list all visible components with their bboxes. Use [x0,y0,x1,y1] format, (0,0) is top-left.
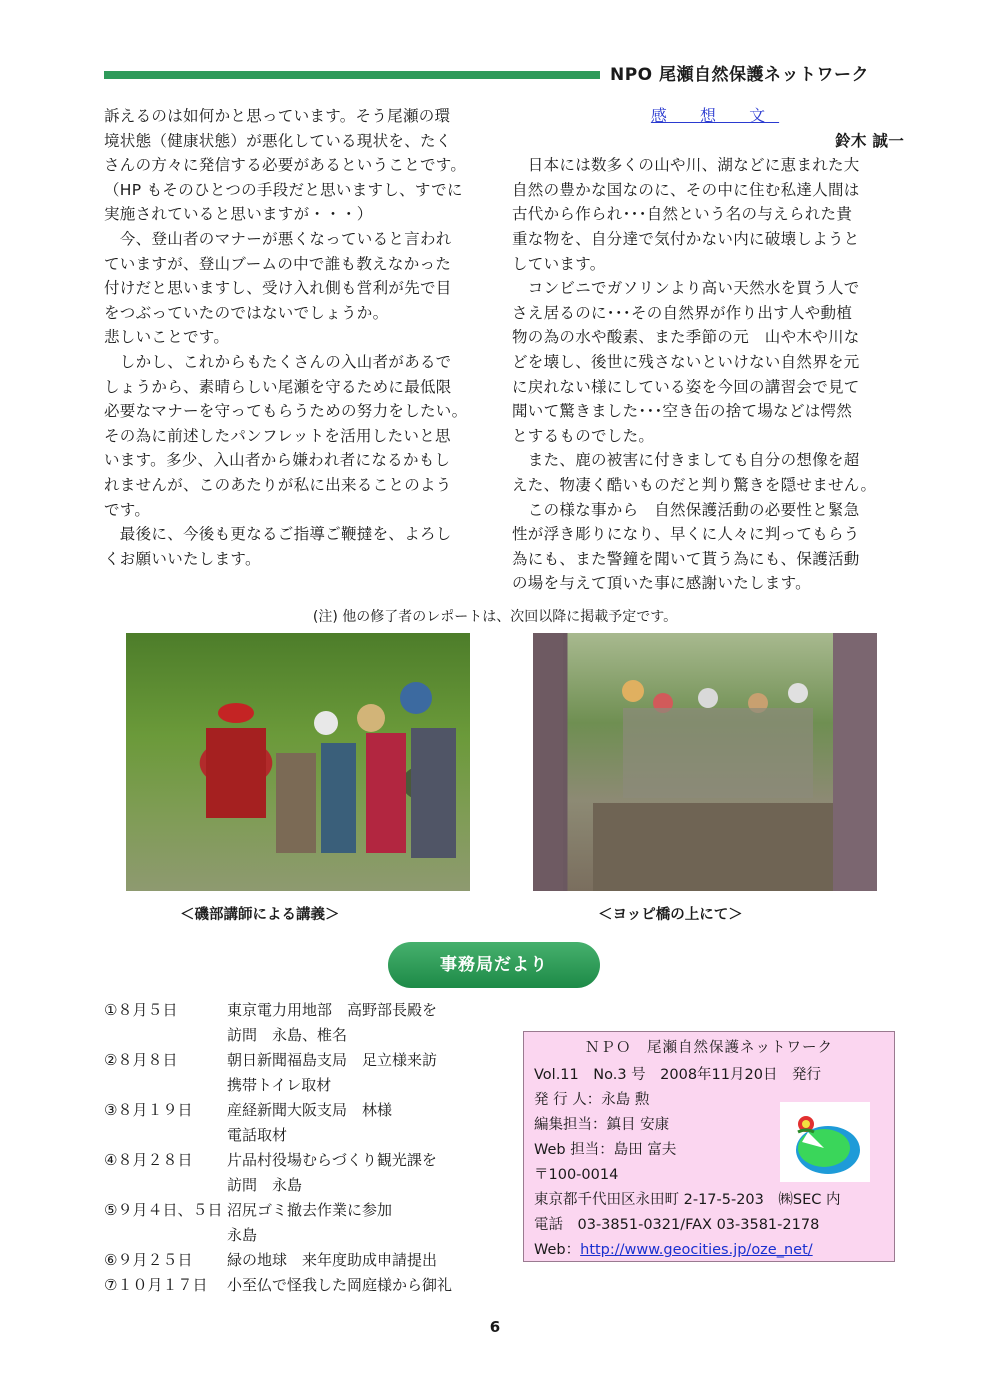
essay-author: 鈴木 誠一 [835,131,904,150]
office-news-text: 産経新聞大阪支局 林様 [227,1101,393,1119]
report-line: です。 [104,500,151,519]
office-news-item [104,1123,504,1148]
info-volume: Vol.11 No.3 号 2008年11月20日 発行 [534,1067,821,1083]
office-news-item [104,1098,504,1123]
essay-line: 日本には数多くの山や川、湖などに恵まれた大 [512,156,860,175]
info-title: ＮＰＯ 尾瀬自然保護ネットワーク [585,1040,833,1056]
report-line: くお願いいたします。 [104,549,261,568]
info-editor: 編集担当：鎮目 安康 [534,1117,670,1133]
newsletter-title: NPO 尾瀬自然保護ネットワーク [610,65,870,85]
report-line: 訴えるのは如何かと思っています。そう尾瀬の環 [104,107,451,125]
office-news-date: ⑤９月４日、５日 [104,1201,223,1219]
essay-line: えた、物凄く酷いものだと判り驚きを隠せません。 [512,475,877,494]
office-news-text: 東京電力用地部 高野部長殿を [227,1001,438,1019]
essay-line: この様な事から 自然保護活動の必要性と緊急 [512,500,860,519]
office-news-text: 沼尻ゴミ撤去作業に参加 [227,1201,393,1219]
lecture-photo-caption: ＜磯部講師による講義＞ [180,907,340,923]
page-number: 6 [489,1318,501,1336]
info-postal: 〒100-0014 [534,1167,619,1183]
essay-line: 自然の豊かな国なのに、その中に住む私達人間は [512,180,860,199]
office-news-text: 電話取材 [227,1126,288,1144]
lecture-photo [126,633,470,891]
report-line: 今、登山者のマナーが悪くなっていると言われ [104,229,452,248]
info-web [534,1238,813,1259]
office-news-item [104,1223,504,1248]
office-news-date: ③８月１９日 [104,1101,193,1119]
report-line: 必要なマナーを守ってもらうための努力をしたい。 [104,402,468,421]
essay-line: 古代から作られ･･･自然という名の与えられた貴 [512,205,853,224]
office-news-date: ②８月８日 [104,1051,178,1069]
office-news-item [104,1273,504,1298]
essay-line: どを壊し、後世に残さないといけない自然界を元 [512,352,860,371]
office-news-list [104,998,504,1298]
essay-line: コンビニでガソリンより高い天然水を買う人で [512,279,860,298]
report-line: しょうから、素晴らしい尾瀬を守るために最低限 [104,377,452,396]
essay-line: に戻れない様にしている姿を今回の講習会で見て [512,377,860,396]
office-news-item [104,1173,504,1198]
office-news-item [104,1248,504,1273]
office-news-item [104,1048,504,1073]
essay-line: 性が浮き彫りになり、早くに人々に判ってもらう [512,525,860,544]
info-address: 東京都千代田区永田町 2-17-5-203 ㈱SEC 内 [534,1192,841,1208]
essay-line: 為にも、また警鐘を聞いて貰う為にも、保護活動 [512,549,860,568]
report-line: をつぶっていたのではないでしょうか。 [104,303,389,322]
essay-line: の場を与えて頂いた事に感謝いたします。 [512,574,811,593]
header-rule [104,71,600,79]
office-news-item [104,998,504,1023]
office-news-text: 片品村役場むらづくり観光課を [227,1151,437,1169]
info-publisher: 発 行 人：永島 勲 [534,1092,650,1108]
office-news-text: 小至仏で怪我した岡庭様から御礼 [227,1276,453,1294]
info-web-staff: Web 担当：島田 富夫 [534,1142,677,1158]
office-news-text: 携帯トイレ取材 [227,1076,332,1094]
report-left-column [104,104,496,571]
essay-line: また、鹿の被害に付きましても自分の想像を超 [512,451,860,470]
essay-line: しています。 [512,254,606,273]
editor-note: (注) 他の修了者のレポートは、次回以降に掲載予定です。 [312,609,678,625]
office-news-text: 永島 [227,1226,258,1244]
office-news-date: ④８月２８日 [104,1151,193,1169]
office-news-text: 訪問 永島、椎名 [227,1026,348,1044]
organization-logo [780,1102,870,1182]
bridge-photo-caption: ＜ヨッピ橋の上にて＞ [598,907,743,923]
publication-info-box [523,1031,895,1262]
essay-column [512,104,904,596]
essay-title: 感 想 文 [650,106,780,125]
office-news-item [104,1073,504,1098]
report-line: さんの方々に発信する必要があるということです。 [104,156,467,175]
essay-line: さえ居るのに･･･その自然界が作り出す人や動植 [512,303,853,322]
office-news-heading: 事務局だより [388,942,600,988]
report-line: 最後に、今後も更なるご指導ご鞭撻を、よろし [104,525,452,544]
info-web-link[interactable]: http://www.geocities.jp/oze_net/ [580,1242,813,1258]
report-line: 付けだと思いますし、受け入れ側も営利が先で目 [104,279,452,298]
office-news-date: ①８月５日 [104,1001,178,1019]
office-news-item [104,1023,504,1048]
report-line: 悲しいことです。 [104,328,230,347]
bridge-group-photo [533,633,877,891]
office-news-text: 朝日新聞福島支局 足立様来訪 [227,1051,438,1069]
report-line: その為に前述したパンフレットを活用したいと思 [104,426,451,445]
office-news-item [104,1198,504,1223]
office-news-text: 緑の地球 来年度助成申請提出 [227,1251,438,1269]
essay-body [512,153,904,596]
report-line: 境状態（健康状態）が悪化している現状を、たく [104,131,452,150]
info-web-label: Web： [534,1242,581,1258]
report-line: います。多少、入山者から嫌われ者になるかもし [104,451,451,470]
office-news-date: ⑥９月２５日 [104,1251,193,1269]
essay-line: 物の為の水や酸素、また季節の元 山や木や川な [512,328,860,347]
essay-line: 重な物を、自分達で気付かない内に破壊しようと [512,229,860,248]
report-line: れませんが、このあたりが私に出来ることのよう [104,475,452,494]
info-phone: 電話 03-3851-0321/FAX 03-3581-2178 [534,1217,820,1233]
essay-line: とするものでした。 [512,426,655,445]
office-news-date: ⑦１０月１７日 [104,1276,208,1294]
report-line: （HP もそのひとつの手段だと思いますし、すでに [104,180,463,199]
report-line: ていますが、登山ブームの中で誰も教えなかった [104,254,452,273]
office-news-text: 訪問 永島 [227,1176,303,1194]
report-line: しかし、これからもたくさんの入山者があるで [104,352,452,371]
report-line: 実施されていると思いますが・・・） [104,205,373,224]
essay-line: 聞いて驚きました･･･空き缶の捨て場などは愕然 [512,402,853,421]
office-news-item [104,1148,504,1173]
